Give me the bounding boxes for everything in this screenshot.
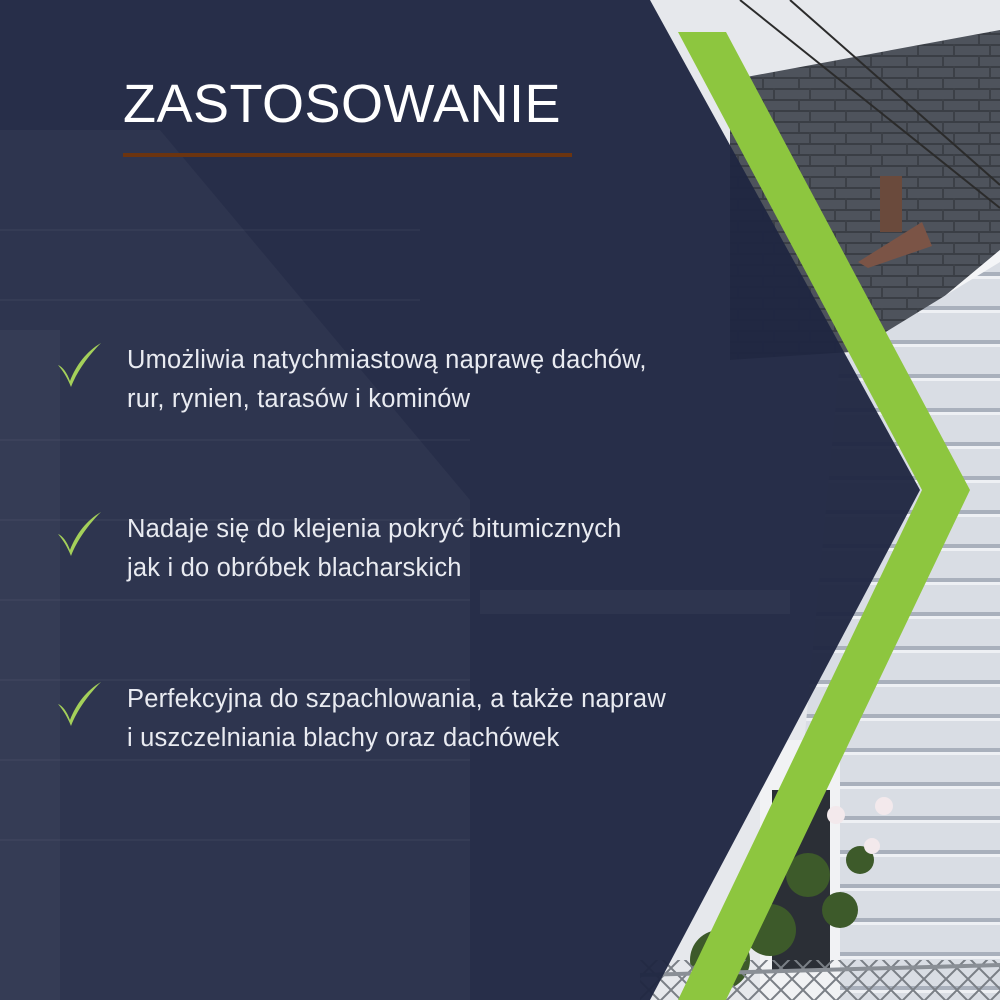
title-underline [123, 153, 572, 157]
feature-text [127, 680, 787, 758]
feature-item [55, 341, 795, 441]
feature-line: Nadaje się do klejenia pokryć bitumicznych [127, 515, 622, 543]
feature-item [55, 680, 795, 780]
check-icon [55, 680, 103, 728]
check-icon [55, 510, 103, 558]
feature-line: Perfekcyjna do szpachlowania, a także napraw [127, 685, 666, 713]
feature-text [127, 510, 787, 588]
feature-line: rur, rynien, tarasów i kominów [127, 385, 471, 413]
feature-line: Umożliwia natychmiastową naprawę dachów, [127, 346, 647, 374]
check-icon [55, 341, 103, 389]
feature-line: jak i do obróbek blacharskich [127, 554, 462, 582]
page-title: ZASTOSOWANIE [123, 74, 562, 134]
feature-item [55, 510, 795, 610]
feature-line: i uszczelniania blachy oraz dachówek [127, 724, 560, 752]
feature-text [127, 341, 787, 419]
